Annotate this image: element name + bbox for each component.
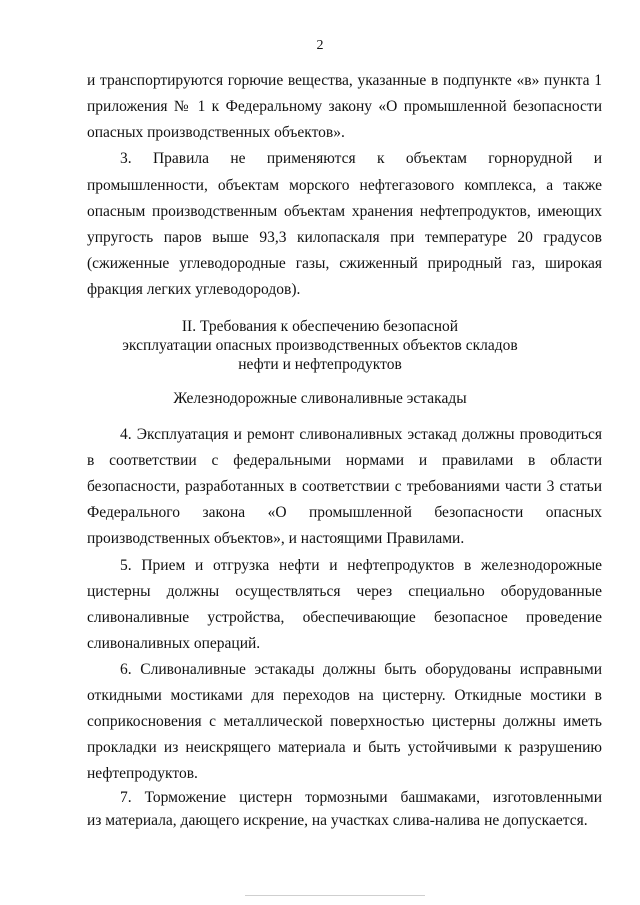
section-heading-line: нефти и нефтепродуктов (238, 356, 402, 373)
paragraph-4-line: производственных объектов», и настоящими Правилами. (87, 530, 465, 547)
paragraph-5-line: сливоналивных операций. (87, 635, 261, 652)
paragraph-7-line: из материала, дающего искрение, на участках слива-налива не допускается. (87, 812, 588, 829)
paragraph-intro-line: и транспортируются горючие вещества, указанные в подпункте «в» пункта 1 (87, 72, 602, 89)
paragraph-4-line: 4. Эксплуатация и ремонт сливоналивных эстакад должны проводиться (120, 426, 602, 443)
paragraph-4-line: в соответствии с федеральными нормами и правилами в области (87, 452, 602, 469)
section-heading-line: эксплуатации опасных производственных объектов складов (122, 337, 518, 354)
paragraph-6-line: прокладки из неискрящего материала и быть устойчивыми к разрушению (87, 739, 602, 756)
paragraph-3-line: промышленности, объектам морского нефтегазового комплекса, а также (87, 177, 602, 194)
paragraph-6-line: соприкосновения с металлической поверхностью цистерны должны иметь (87, 713, 602, 730)
paragraph-3-line: (сжиженные углеводородные газы, сжиженный природный газ, широкая (87, 255, 602, 272)
paragraph-6-line: нефтепродуктов. (87, 765, 198, 782)
paragraph-3-line: фракция легких углеводородов). (87, 281, 301, 298)
paragraph-4-line: безопасности, разработанных в соответствии с требованиями части 3 статьи (87, 478, 602, 495)
bottom-rule (245, 895, 425, 896)
paragraph-4-line: Федерального закона «О промышленной безопасности опасных (87, 504, 602, 521)
paragraph-3-line: упругость паров выше 93,3 килопаскаля при температуре 20 градусов (87, 229, 602, 246)
subsection-heading: Железнодорожные сливоналивные эстакады (173, 390, 467, 407)
paragraph-3-line: опасным производственным объектам хранения нефтепродуктов, имеющих (87, 203, 602, 220)
paragraph-7-line: 7. Торможение цистерн тормозными башмаками, изготовленными (120, 789, 602, 806)
paragraph-5-line: 5. Прием и отгрузка нефти и нефтепродуктов в железнодорожные (120, 557, 602, 574)
paragraph-intro-line: приложения № 1 к Федеральному закону «О промышленной безопасности (87, 98, 602, 115)
section-heading-line: II. Требования к обеспечению безопасной (181, 318, 459, 335)
paragraph-5-line: сливоналивные устройства, обеспечивающие безопасное проведение (87, 609, 602, 626)
paragraph-3-line: 3. Правила не применяются к объектам горнорудной и (120, 150, 602, 167)
paragraph-intro-line: опасных производственных объектов». (87, 124, 345, 141)
paragraph-6-line: 6. Сливоналивные эстакады должны быть оборудованы исправными (120, 661, 602, 678)
page-number: 2 (316, 38, 324, 53)
paragraph-6-line: откидными мостиками для переходов на цистерну. Откидные мостики в (87, 687, 602, 704)
paragraph-5-line: цистерны должны осуществляться через специально оборудованные (87, 583, 602, 600)
